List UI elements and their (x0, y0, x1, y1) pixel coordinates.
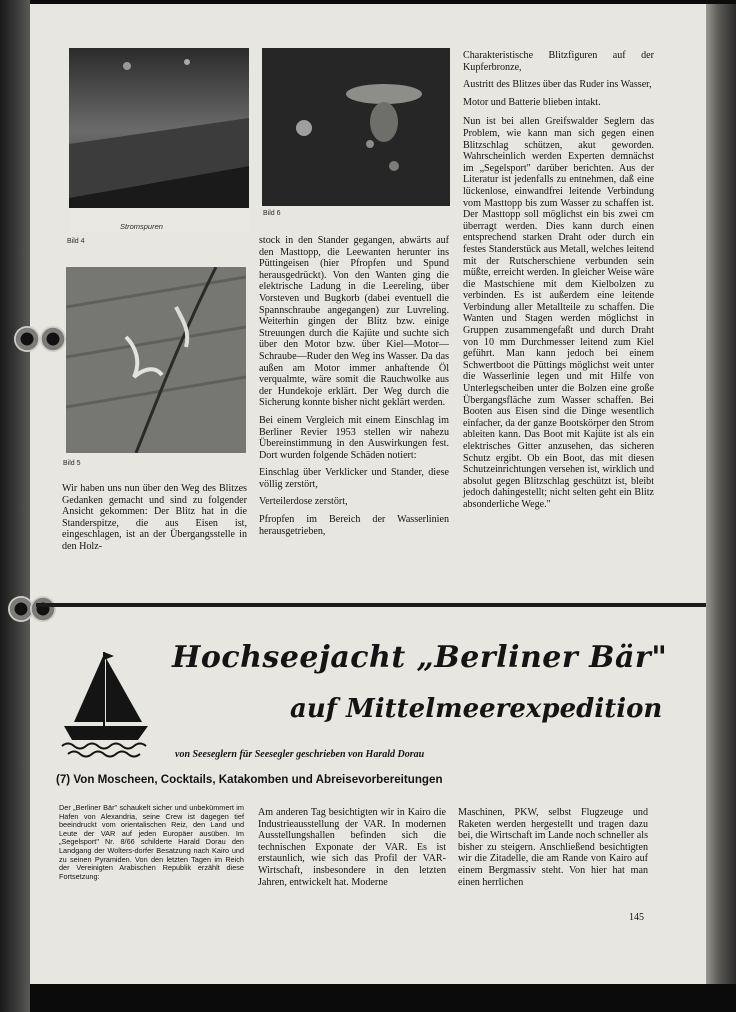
list-item: Einschlag über Verklicker und Stander, diese völlig zerstört, (259, 467, 449, 490)
binder-hole-icon (14, 326, 40, 352)
binder-hole-icon (30, 596, 56, 622)
article-subheading: (7) Von Moscheen, Cocktails, Katakomben und Abreisevorbereitungen (56, 773, 443, 786)
figure-6-photo (262, 48, 450, 206)
page-edge-shadow (706, 4, 736, 984)
paragraph: Bei einem Vergleich mit einem Einschlag im Berliner Revier 1953 stellen wir nahezu Übereinstimmung in den Auswirkungen fest. Dort wurden folgende Schäden notiert: (259, 414, 449, 461)
list-item: Charakteristische Blitzfiguren auf der Kupferbronze, (463, 50, 654, 73)
paragraph: Maschinen, PKW, selbst Flugzeuge und Raketen werden hergestellt und tragen dazu bei, die Wirtschaft im Lande noch schneller als bisher zu steigern. Anschließend besichtigten wir die Zitadelle, die am Rande von Kairo auf einem Bergmassiv steht. Von hier hat man einen herrlichen (458, 807, 649, 888)
figure-5-caption: Bild 5 (63, 460, 81, 467)
figure-6-caption: Bild 6 (263, 210, 281, 217)
paragraph: stock in den Stander gegangen, abwärts auf den Masttopp, die Leewanten herunter ins Püttingeisen (hier Pfropfen und Spund herausgedrückt). Von den Wanten ging die elektrische Ladung in die Leereling, über Vorsteven und Bugkorb (dabei eventuell die Spannschraube angegangen) zur Luvreling. Weiterhin gingen der Blitz bzw. einige Streuungen durch die Kajüte und suchte sich über den Motor bzw. über Kiel—Motor—Schraube—Ruder den Weg ins Wasser. Da das außen am Motor immer anhaftende Öl verqualmte, wäre somit die Rauchwolke aus der Hundekoje erklärt. Der Weg durch die Sicherung konnte bisher nicht geklärt werden. (259, 235, 449, 409)
section-divider (36, 603, 706, 607)
upper-column-2 (259, 235, 449, 543)
article-column-2 (258, 807, 446, 894)
article-intro: Der „Berliner Bär" schaukelt sicher und unbekümmert im Hafen von Alexandria, seine Crew ist dagegen tief beeindruckt vom orientalischen Reiz, den Land und Leute der VAR auf jeden Europäer ausüben. Im „Segelsport" Nr. 8/66 schilderte Harald Dorau den Landgang der Wolters-dorfer Besatzung nach Kairo und zu seinen Pyramiden. Von den letzten Tagen im Reich der Vereinigten Arabischen Republik erzählt diese Fortsetzung: (59, 803, 244, 881)
list-item: Pfropfen im Bereich der Wasserlinien herausgetrieben, (259, 514, 449, 537)
figure-4-caption: Bild 4 (67, 238, 85, 245)
byline: von Seeseglern für Seesegler geschrieben von Harald Dorau (175, 749, 425, 760)
article-title: Hochseejacht „Berliner Bär" (172, 640, 668, 675)
list-item: Verteilerdose zerstört, (259, 496, 348, 508)
book-binding (0, 0, 30, 1012)
page-number: 145 (629, 912, 644, 923)
paragraph: Wir haben uns nun über den Weg des Blitzes Gedanken gemacht und sind zu folgender Ansicht gekommen: Der Blitz hat in die Standerspitze, die aus Eisen ist, eingeschlagen, ist an der Übergangsstelle in den Holz- (62, 483, 247, 552)
upper-column-3 (463, 50, 654, 517)
sailing-ship-icon (58, 648, 154, 758)
figure-4-overlay-label: Stromspuren (120, 222, 163, 231)
article-column-3 (458, 807, 648, 894)
figure-5-photo (66, 267, 246, 453)
figure-4-photo (69, 48, 249, 232)
list-item: Motor und Batterie blieben intakt. (463, 96, 601, 108)
paragraph: Nun ist bei allen Greifswalder Seglern das Problem, wie kann man sich gegen einen Blitzschlag schützen, akut geworden. Wahrscheinlich werden Experten demnächst im „Segelsport" darüber berichten. Aus der Literatur ist jedenfalls zu entnehmen, daß eine lückenlose, einwandfrei leitende Verbindung vom Masttopp bis zum Wasser zu schaffen ist. Der Masttopp soll möglichst ein bis zwei cm überragt werden. Dies kann durch einen entsprechend starken Draht oder durch ein festes Standerstück aus Metall, welches leitend mit der Rutscherschiene verbunden sein müßte, erreicht werden. In gleicher Weise wäre die Mastschiene mit dem Kielbolzen zu verbinden. Es ist außerdem eine leitende Verbindung aller Metallteile zu schaffen. Die Wanten und Stagen werden möglichst in Gruppen zusammengefaßt und durch Draht von 10 mm Durchmesser leitend zum Kiel geführt. Man kann jedoch bei einem Schwertboot die Püttings möglichst weit unter die Wasserlinie legen und mit Hilfe von Unterlegscheiben unter die Bolzen eine große Übergangsfläche zum Wasser schaffen. Bei Booten aus Eisen sind die Dinge wesentlich einfacher, da der ganze Bootskörper den Strom ableiten kann. Das Boot mit Kajüte ist als ein elektrisches Gitter anzusehen, das sicheren Schutz ergibt. Ob ein Boot, das mit diesen Schutzeinrichtungen versehen ist, wirklich und absolut gegen Blitzschlag geschützt ist, bleibt jedoch dahingestellt; nicht selten geht ein Blitz absonderliche Wege." (463, 116, 654, 510)
list-item: Austritt des Blitzes über das Ruder ins Wasser, (463, 79, 652, 91)
article-title-line-2: auf Mittelmeerexpedition (290, 694, 663, 724)
paragraph: Am anderen Tag besichtigten wir in Kairo die Industrieausstellung der VAR. In modernen Ausstellungshallen befinden sich die technischen Exponate der VAR. Es ist erstaunlich, wie sich das Profil der VAR-Wirtschaft, insbesondere in den letzten Jahren, entwickelt hat. Moderne (258, 807, 446, 888)
binder-hole-icon (40, 326, 66, 352)
upper-column-1 (62, 483, 247, 559)
